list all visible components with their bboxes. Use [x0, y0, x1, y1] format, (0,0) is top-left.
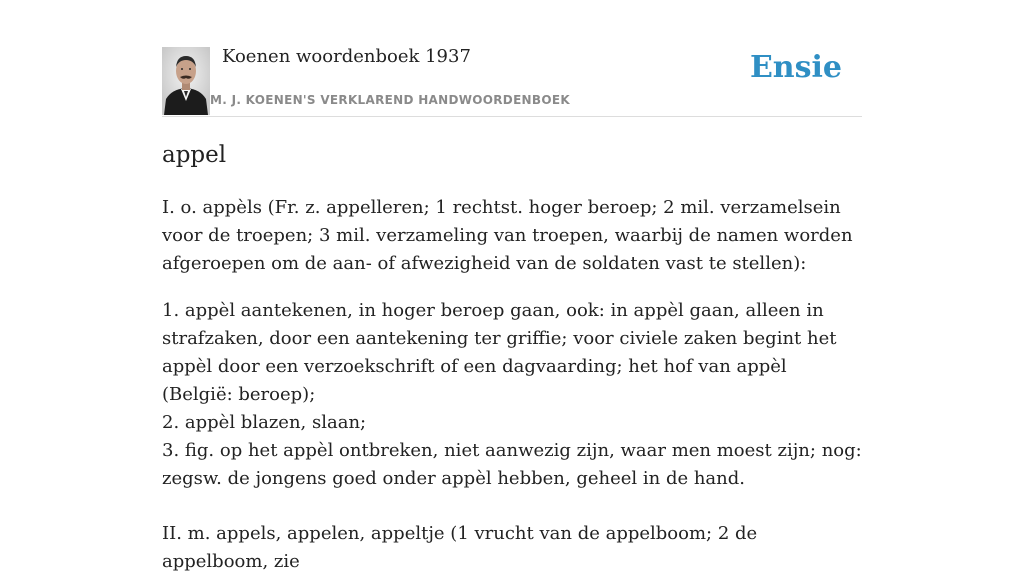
- book-title[interactable]: Koenen woordenboek 1937: [222, 46, 471, 67]
- sense-3: 3. fig. op het appèl ontbreken, niet aanwezig zijn, waar men moest zijn; nog: zegsw. de jongens goed onder appèl hebben, geheel in de hand.: [162, 440, 862, 489]
- definition-2: II. m. appels, appelen, appeltje (1 vrucht van de appelboom; 2 de appelboom, zie: [162, 523, 758, 572]
- sense-2: 2. appèl blazen, slaan;: [162, 412, 367, 433]
- author-portrait: [162, 47, 210, 115]
- book-subtitle: M. J. KOENEN'S VERKLAREND HANDWOORDENBOEK: [210, 93, 570, 107]
- portrait-image: [162, 47, 210, 115]
- sense-1: 1. appèl aantekenen, in hoger beroep gaan, ook: in appèl gaan, alleen in strafzaken, door een aantekening ter griffie; voor civiele zaken begint het appèl door een verzoekschrift of een dagvaarding; het hof van appèl (België: beroep);: [162, 300, 837, 405]
- definition-1: I. o. appèls (Fr. z. appelleren; 1 rechtst. hoger beroep; 2 mil. verzamelsein voor de troepen; 3 mil. verzameling van troepen, waarbij de namen worden afgeroepen om de aan- of afwezigheid van de soldaten vast te stellen):: [162, 197, 853, 274]
- entry-content: [162, 140, 862, 576]
- ensie-logo-link[interactable]: Ensie: [749, 50, 842, 85]
- dictionary-header: [162, 46, 862, 117]
- entry-headword: appel: [162, 142, 227, 168]
